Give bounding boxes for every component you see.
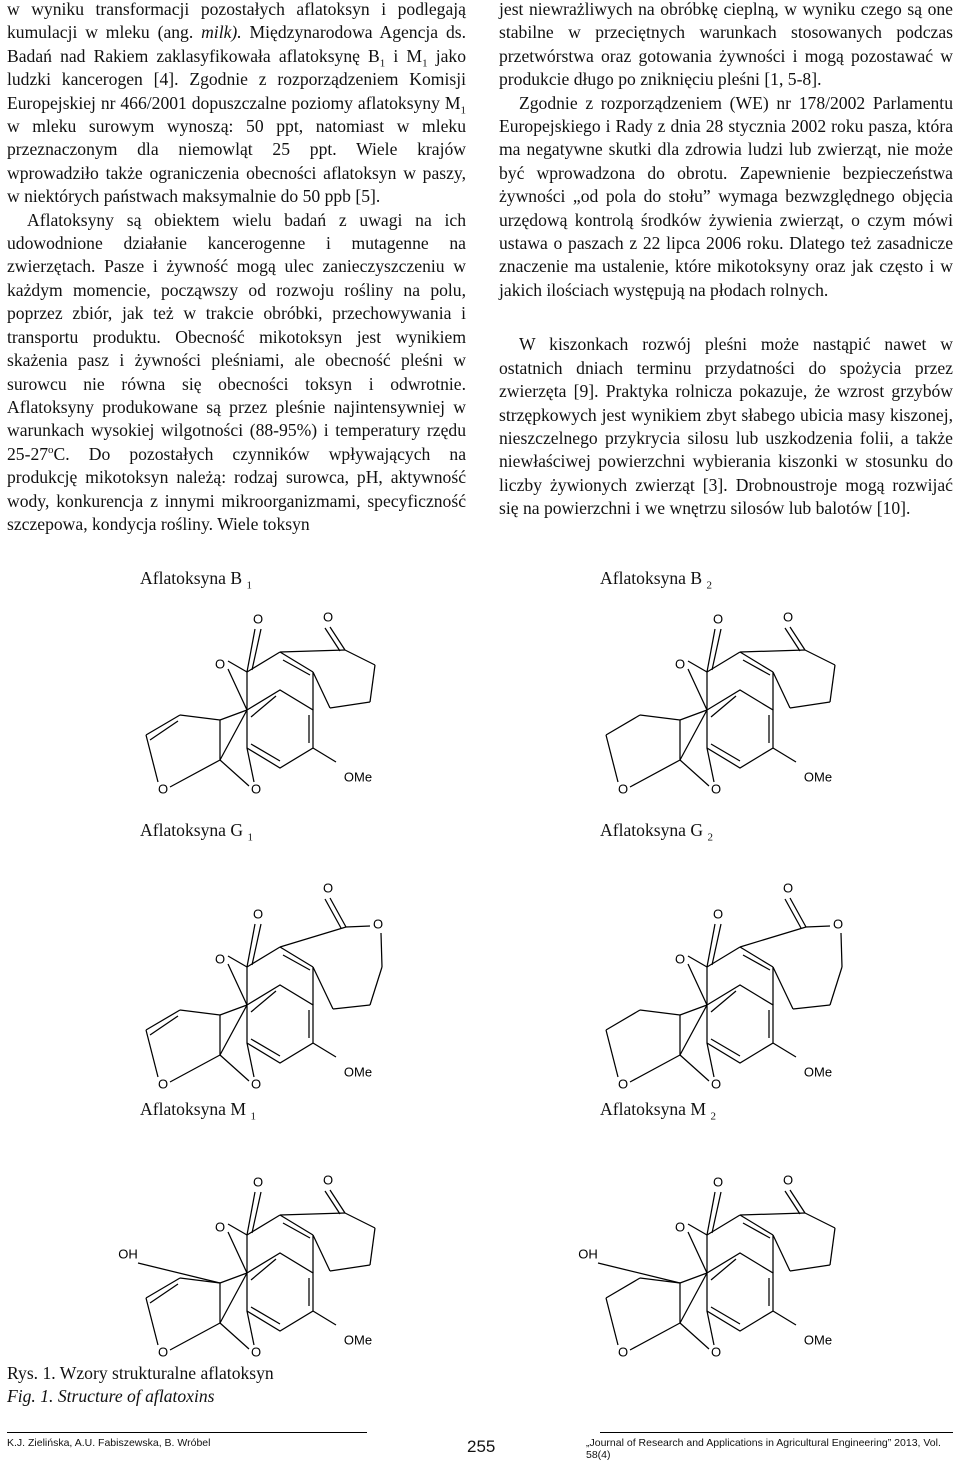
bond-line (688, 1224, 707, 1235)
subscript: 2 (707, 831, 714, 844)
bond-line (247, 1253, 313, 1331)
subscript: 1 (246, 579, 253, 592)
text-run: C. Do pozostałych czynników wpływających na produkcję mikotoksyn należą: rodzaj surowca, pH, aktywność wody, konkurencja z innymi mikroorganizmami, specyficzność szczepowa, kondycja rośliny. Wiele toksyn (7, 443, 466, 534)
furan-oxygen-label: O (617, 781, 629, 797)
subscript: 2 (706, 579, 713, 592)
subscript: 1 (250, 1110, 256, 1123)
bond-line (247, 1043, 254, 1077)
methoxy-label: OMe (343, 1064, 373, 1080)
methoxy-label: OMe (803, 769, 833, 785)
bond-line (630, 760, 680, 787)
furan-oxygen-label: O (157, 1076, 169, 1092)
bond-line (247, 1192, 255, 1235)
bond-line (220, 1273, 247, 1323)
structure-name: Aflatoksyna G (600, 820, 704, 840)
bond-line (640, 1010, 680, 1015)
left-paragraph-2 (7, 209, 466, 537)
text-run: w wyniku transformacji pozostałych aflatoksyn i podlegają kumulacji w mleku (ang. (7, 0, 466, 43)
bond-line (680, 710, 707, 760)
bond-line (841, 933, 842, 967)
carbonyl-oxygen-label: O (712, 906, 724, 922)
carbonyl-oxygen-label: O (252, 1174, 264, 1190)
carbonyl-oxygen-label: O (712, 1174, 724, 1190)
italic-run: milk). (201, 22, 242, 43)
bond-line (711, 991, 736, 1012)
bond-line (598, 1263, 680, 1283)
bond-line (146, 1278, 180, 1298)
bond-line (370, 665, 375, 702)
ring-oxygen-label: O (250, 781, 262, 797)
bond-line (138, 1263, 220, 1283)
text-run: Aflatoksyny są obiektem wielu badań z uwagi na ich udowodnione działanie kancerogenne i mutagenne na zwierzętach. Pasze i żywność mogą ulec zanieczyszczeniu w każdym momencie, począwszy od rozwoju rośliny na polu, poprzez zbiór, jak też w trakcie obróbki, przechowywania i transportu produktu. Obecność mikotoksyn jest wynikiem skażenia pasz i żywności pleśniami, ale obecność pleśni w surowcu nie równa się obecności toksyn i odwrotnie. Aflatoksyny produkowane są przez pleśnie najintensywniej w warunkach wysokiej wilgotności (88-95%) i temperatury rzędu 25-27 (7, 209, 466, 464)
bond-line (806, 926, 830, 927)
ring-oxygen-label: O (710, 781, 722, 797)
page-number: 255 (467, 1437, 496, 1456)
text-run: Międzynarodowa Agencja ds. Badań nad Rakiem zaklasyfikowała aflatoksynę B (7, 22, 466, 66)
bond-line (680, 1273, 707, 1323)
bond-line (740, 652, 773, 672)
subscript: 1 (247, 831, 254, 844)
furan-oxygen-label: O (617, 1344, 629, 1360)
methoxy-label: OMe (343, 769, 373, 785)
bond-line (146, 1298, 158, 1345)
bond-line (247, 690, 313, 768)
bond-line (805, 650, 835, 665)
ketone-oxygen-label: O (322, 1172, 334, 1188)
furan-oxygen-label: O (157, 781, 169, 797)
lactone-carbonyl-label: O (322, 880, 334, 896)
footer-rule-left (7, 1432, 367, 1433)
methoxy-label: OMe (343, 1332, 373, 1348)
structure-name: Aflatoksyna M (140, 1099, 247, 1119)
bond-line (606, 715, 640, 735)
structure-name: Aflatoksyna B (140, 568, 243, 588)
bond-line (707, 1253, 773, 1331)
bond-line (606, 1010, 640, 1030)
bond-line (228, 1224, 247, 1235)
pyranone-oxygen-label: O (674, 656, 686, 672)
bond-line (170, 760, 220, 787)
bond-line (793, 1005, 830, 1009)
bond-line (773, 967, 793, 1009)
bond-line (228, 669, 247, 710)
bond-line (313, 1311, 336, 1325)
bond-line (790, 1265, 830, 1271)
bond-line (247, 924, 255, 967)
bond-line (146, 1030, 158, 1077)
bond-line (220, 760, 249, 786)
bond-line (247, 748, 254, 782)
bond-line (680, 1055, 709, 1081)
structure-title-g1 (140, 820, 254, 844)
bond-line (773, 1235, 790, 1271)
bond-line (711, 1259, 736, 1280)
left-column (7, 0, 466, 536)
bond-line (707, 985, 773, 1063)
hydroxyl-label: OH (578, 1246, 598, 1262)
bond-line (247, 629, 255, 672)
bond-line (688, 964, 707, 1005)
paragraph-gap (499, 302, 953, 333)
bond-line (773, 672, 790, 708)
bond-line (370, 967, 382, 1005)
bond-line (313, 967, 333, 1009)
bond-line (773, 1043, 796, 1057)
bond-line (680, 760, 709, 786)
footer-journal: „Journal of Research and Applications in Agricultural Engineering” 2013, Vol. 58(4) (586, 1437, 941, 1461)
bond-line (220, 1005, 247, 1055)
bond-line (313, 672, 330, 708)
bond-line (313, 1235, 330, 1271)
carbonyl-oxygen-label: O (712, 611, 724, 627)
bond-line (688, 661, 707, 672)
bond-line (280, 1213, 345, 1215)
bond-line (247, 985, 313, 1063)
footer-rule-right (600, 1432, 953, 1433)
structure-name: Aflatoksyna M (600, 1099, 707, 1119)
furan-oxygen-label: O (157, 1344, 169, 1360)
subscript: 1 (460, 104, 466, 117)
bond-line (280, 947, 313, 967)
bond-line (680, 1005, 707, 1055)
figure-caption-en: Fig. 1. Structure of aflatoxins (7, 1386, 215, 1406)
right-paragraph-3: W kiszonkach rozwój pleśni może nastąpić nawet w ostatnich dniach terminu przydatności do spożycia przez zwierzęta [9]. Praktyka rolnicza pokazuje, że wzrost grzybów strzępkowych jest wynikiem zbyt słabego ubicia masy kiszonej, nieszczelnego przykrycia silosu lub uszkodzenia folii, a także niewłaściwej powierzchni wybierania kiszonki w stosunku do liczby żywionych zwierząt [3]. Drobnoustroje mogą rozwijać się na powierzchni i we wnętrzu silosów lub balotów [10]. (499, 334, 953, 519)
left-paragraph-1 (7, 0, 466, 209)
aflatoxin-b1-structure (100, 585, 430, 797)
aflatoxin-m1-structure (100, 1120, 430, 1360)
bond-line (330, 702, 370, 708)
bond-line (688, 669, 707, 710)
aflatoxin-b2-structure (560, 585, 890, 797)
bond-line (830, 1228, 835, 1265)
bond-line (688, 956, 707, 967)
bond-line (313, 748, 336, 762)
bond-line (606, 1278, 640, 1298)
right-paragraph-1: jest niewrażliwych na obróbkę cieplną, w wyniku czego są one stabilne w przeciętnych warunkach stosowanych podczas przetwórstwa oraz gotowania żywności i mogą pozostawać w produkcie długo po zniknięciu pleśni [1, 5-8]. (499, 0, 953, 90)
structure-title-m1 (140, 1099, 256, 1123)
right-column (499, 0, 953, 521)
bond-line (830, 665, 835, 702)
methoxy-label: OMe (803, 1332, 833, 1348)
text-run: w mleku surowym wynoszą: 50 ppt, natomiast w mleku przeznaczonym dla niemowląt 25 ppt. Wiele krajów wprowadziło także ograniczenia obecności aflatoksyn w paszy, w niektórych państwach maksymalnie do 50 ppb [5]. (7, 116, 466, 207)
aflatoxin-g2-structure (560, 840, 890, 1092)
bond-line (220, 710, 247, 760)
bond-line (773, 1311, 796, 1325)
carbonyl-oxygen-label: O (252, 611, 264, 627)
methoxy-label: OMe (803, 1064, 833, 1080)
bond-line (630, 1055, 680, 1082)
footer-authors: K.J. Zielińska, A.U. Fabiszewska, B. Wróbel (7, 1437, 211, 1449)
lactone-oxygen-label: O (372, 916, 384, 932)
bond-line (740, 1213, 805, 1215)
ring-oxygen-label: O (250, 1344, 262, 1360)
ring-oxygen-label: O (710, 1344, 722, 1360)
bond-line (180, 1010, 220, 1015)
bond-line (381, 933, 382, 967)
bond-line (170, 1323, 220, 1350)
aflatoxin-m2-structure (560, 1120, 890, 1360)
bond-line (330, 1265, 370, 1271)
bond-line (228, 964, 247, 1005)
bond-line (333, 1005, 370, 1009)
lactone-carbonyl-label: O (782, 880, 794, 896)
bond-line (280, 1215, 313, 1235)
pyranone-oxygen-label: O (214, 951, 226, 967)
subscript: 2 (710, 1110, 716, 1123)
ketone-oxygen-label: O (782, 609, 794, 625)
bond-line (247, 1311, 254, 1345)
bond-line (740, 1215, 773, 1235)
figure-caption-pl: Rys. 1. Wzory strukturalne aflatoksyn (7, 1363, 274, 1383)
right-paragraph-2: Zgodnie z rozporządzeniem (WE) nr 178/2002 Parlamentu Europejskiego i Rady z dnia 28 stycznia 2002 roku pasza, która ma negatywne skutki dla zdrowia ludzi lub zwierząt, nie może być wprowadzona do obrotu. Zapewnienie bezpieczeństwa żywności „od pola do stołu” wymaga bezwzględnego objęcia urzędową kontrolą środków żywienia zwierząt, o czym mówi ustawa o paszach z 22 lipca 2006 roku. Dlatego też zasadnicze znaczenie ma ustalenie, które mikotoksyny oraz jak często i w jakich ilościach występują na płodach rolnych. (499, 92, 953, 300)
bond-line (280, 927, 346, 947)
bond-line (606, 1030, 618, 1077)
bond-line (370, 1228, 375, 1265)
bond-line (707, 629, 715, 672)
bond-line (313, 1043, 336, 1057)
aflatoxin-g1-structure (100, 840, 430, 1092)
bond-line (707, 1192, 715, 1235)
bond-line (680, 1323, 709, 1349)
bond-line (606, 735, 618, 782)
bond-line (805, 1213, 835, 1228)
bond-line (707, 1043, 714, 1077)
bond-line (146, 715, 180, 735)
bond-line (251, 696, 276, 717)
furan-oxygen-label: O (617, 1076, 629, 1092)
structure-title-m2 (600, 1099, 716, 1123)
bond-line (773, 748, 796, 762)
bond-line (345, 1213, 375, 1228)
carbonyl-oxygen-label: O (252, 906, 264, 922)
ring-oxygen-label: O (710, 1076, 722, 1092)
structure-name: Aflatoksyna G (140, 820, 244, 840)
ketone-oxygen-label: O (782, 1172, 794, 1188)
structure-name: Aflatoksyna B (600, 568, 703, 588)
structure-title-g2 (600, 820, 714, 844)
bond-line (740, 947, 773, 967)
bond-line (228, 661, 247, 672)
bond-line (345, 650, 375, 665)
bond-line (280, 650, 345, 652)
bond-line (280, 652, 313, 672)
text-run: jako ludzki kancerogen [4]. Zgodnie z rozporządzeniem Komisji Europejskiej nr 466/2001 dopuszczalne poziomy aflatoksyny M (7, 45, 466, 113)
ketone-oxygen-label: O (322, 609, 334, 625)
lactone-oxygen-label: O (832, 916, 844, 932)
bond-line (711, 696, 736, 717)
bond-line (170, 1055, 220, 1082)
superscript: o (48, 443, 54, 456)
bond-line (707, 924, 715, 967)
bond-line (251, 991, 276, 1012)
bond-line (180, 715, 220, 720)
bond-line (146, 735, 158, 782)
bond-line (228, 1232, 247, 1273)
bond-line (740, 927, 806, 947)
bond-line (707, 690, 773, 768)
bond-line (640, 715, 680, 720)
bond-line (251, 1259, 276, 1280)
pyranone-oxygen-label: O (214, 656, 226, 672)
bond-line (346, 926, 370, 927)
bond-line (606, 1298, 618, 1345)
pyranone-oxygen-label: O (214, 1219, 226, 1235)
bond-line (630, 1323, 680, 1350)
bond-line (688, 1232, 707, 1273)
bond-line (707, 748, 714, 782)
text-run: i M (385, 45, 423, 66)
bond-line (146, 1010, 180, 1030)
subscript: 1 (379, 57, 386, 70)
ring-oxygen-label: O (250, 1076, 262, 1092)
bond-line (790, 702, 830, 708)
bond-line (740, 650, 805, 652)
bond-line (707, 1311, 714, 1345)
bond-line (830, 967, 842, 1005)
pyranone-oxygen-label: O (674, 951, 686, 967)
hydroxyl-label: OH (118, 1246, 138, 1262)
bond-line (228, 956, 247, 967)
pyranone-oxygen-label: O (674, 1219, 686, 1235)
bond-line (220, 1055, 249, 1081)
bond-line (220, 1323, 249, 1349)
subscript: 1 (422, 57, 428, 70)
